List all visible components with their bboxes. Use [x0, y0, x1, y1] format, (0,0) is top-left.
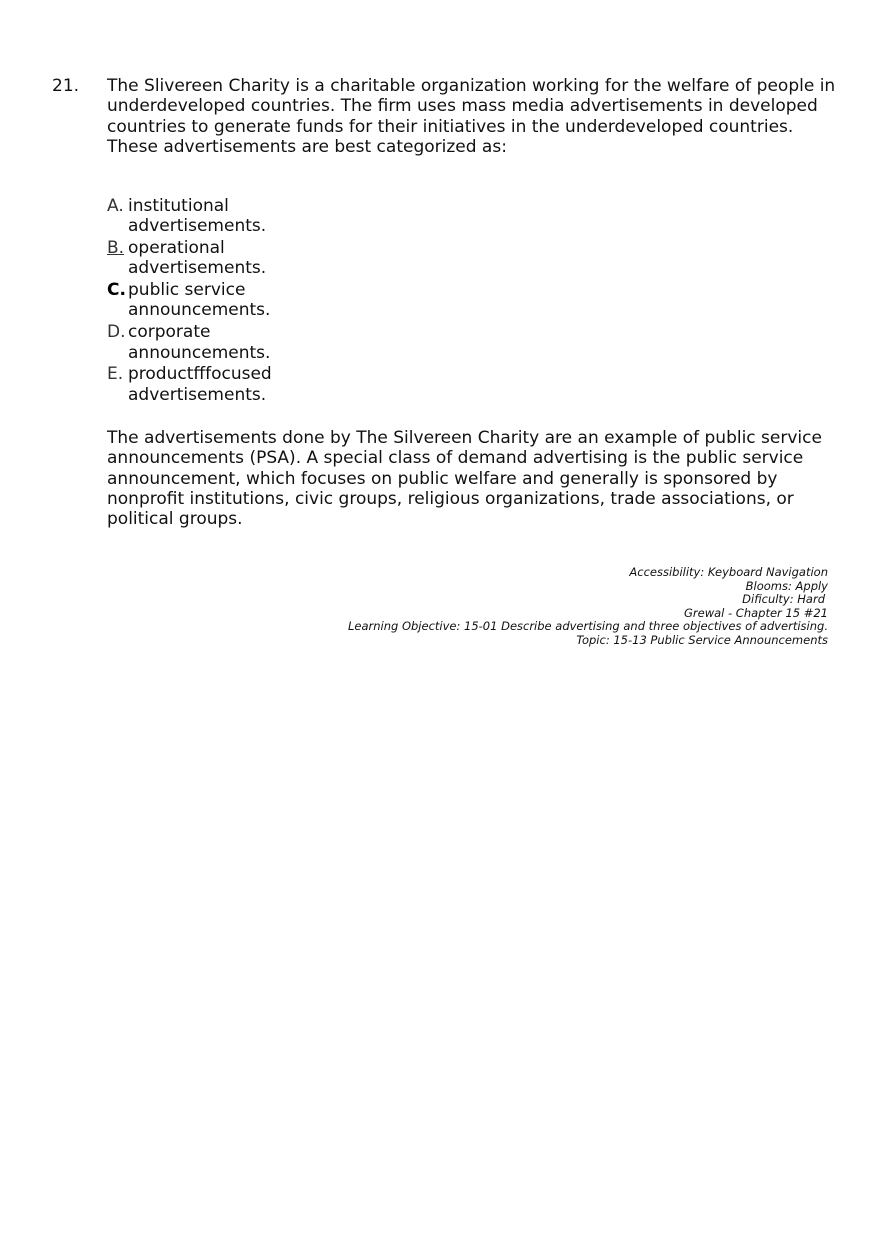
question-metadata [348, 566, 828, 647]
meta-topic: Topic: 15-13 Public Service Announcements [576, 632, 828, 647]
question-number: 21. [52, 76, 80, 96]
choice-letter: E. [107, 364, 124, 385]
choice-letter: B. [107, 238, 125, 259]
choice-letter: C. [107, 280, 126, 301]
answer-explanation: The advertisements done by The Silvereen Charity are an example of public service announcements (PSA). A special class of demand advertising is the public service announcement, which focuses on public welfare and generally is sponsored by nonprofit institutions, civic groups, religious organizations, trade associations, or political groups. [107, 428, 822, 530]
choice-d [107, 322, 367, 363]
choice-text: institutional advertisements. [128, 196, 267, 237]
choice-b [107, 238, 367, 279]
meta-difficulty: Diﬁculty: Hard [742, 592, 825, 606]
choice-text: public service announcements. [128, 280, 271, 321]
meta-learning-objective: Learning Objective: 15-01 Describe advertising and three objectives of advertising. [347, 619, 828, 633]
choice-a [107, 196, 367, 237]
meta-source: Grewal - Chapter 15 #21 [683, 605, 828, 620]
choice-letter: D. [107, 322, 126, 343]
choice-text: corporate announcements. [128, 322, 271, 363]
choice-text: operational advertisements. [128, 238, 267, 279]
meta-accessibility: Accessibility: Keyboard Navigation [629, 565, 828, 579]
choice-text: productfffocused advertisements. [128, 364, 272, 405]
question-stem: The Slivereen Charity is a charitable organization working for the welfare of people in underdeveloped countries. The firm uses mass media advertisements in developed countries to generate funds for their initiatives in the underdeveloped countries. These advertisements are best categorized as: [107, 76, 836, 157]
choice-c-correct [107, 280, 367, 321]
choice-e [107, 364, 367, 405]
choice-letter: A. [107, 196, 124, 216]
meta-blooms: Blooms: Apply [745, 578, 828, 593]
answer-choices [107, 196, 367, 406]
